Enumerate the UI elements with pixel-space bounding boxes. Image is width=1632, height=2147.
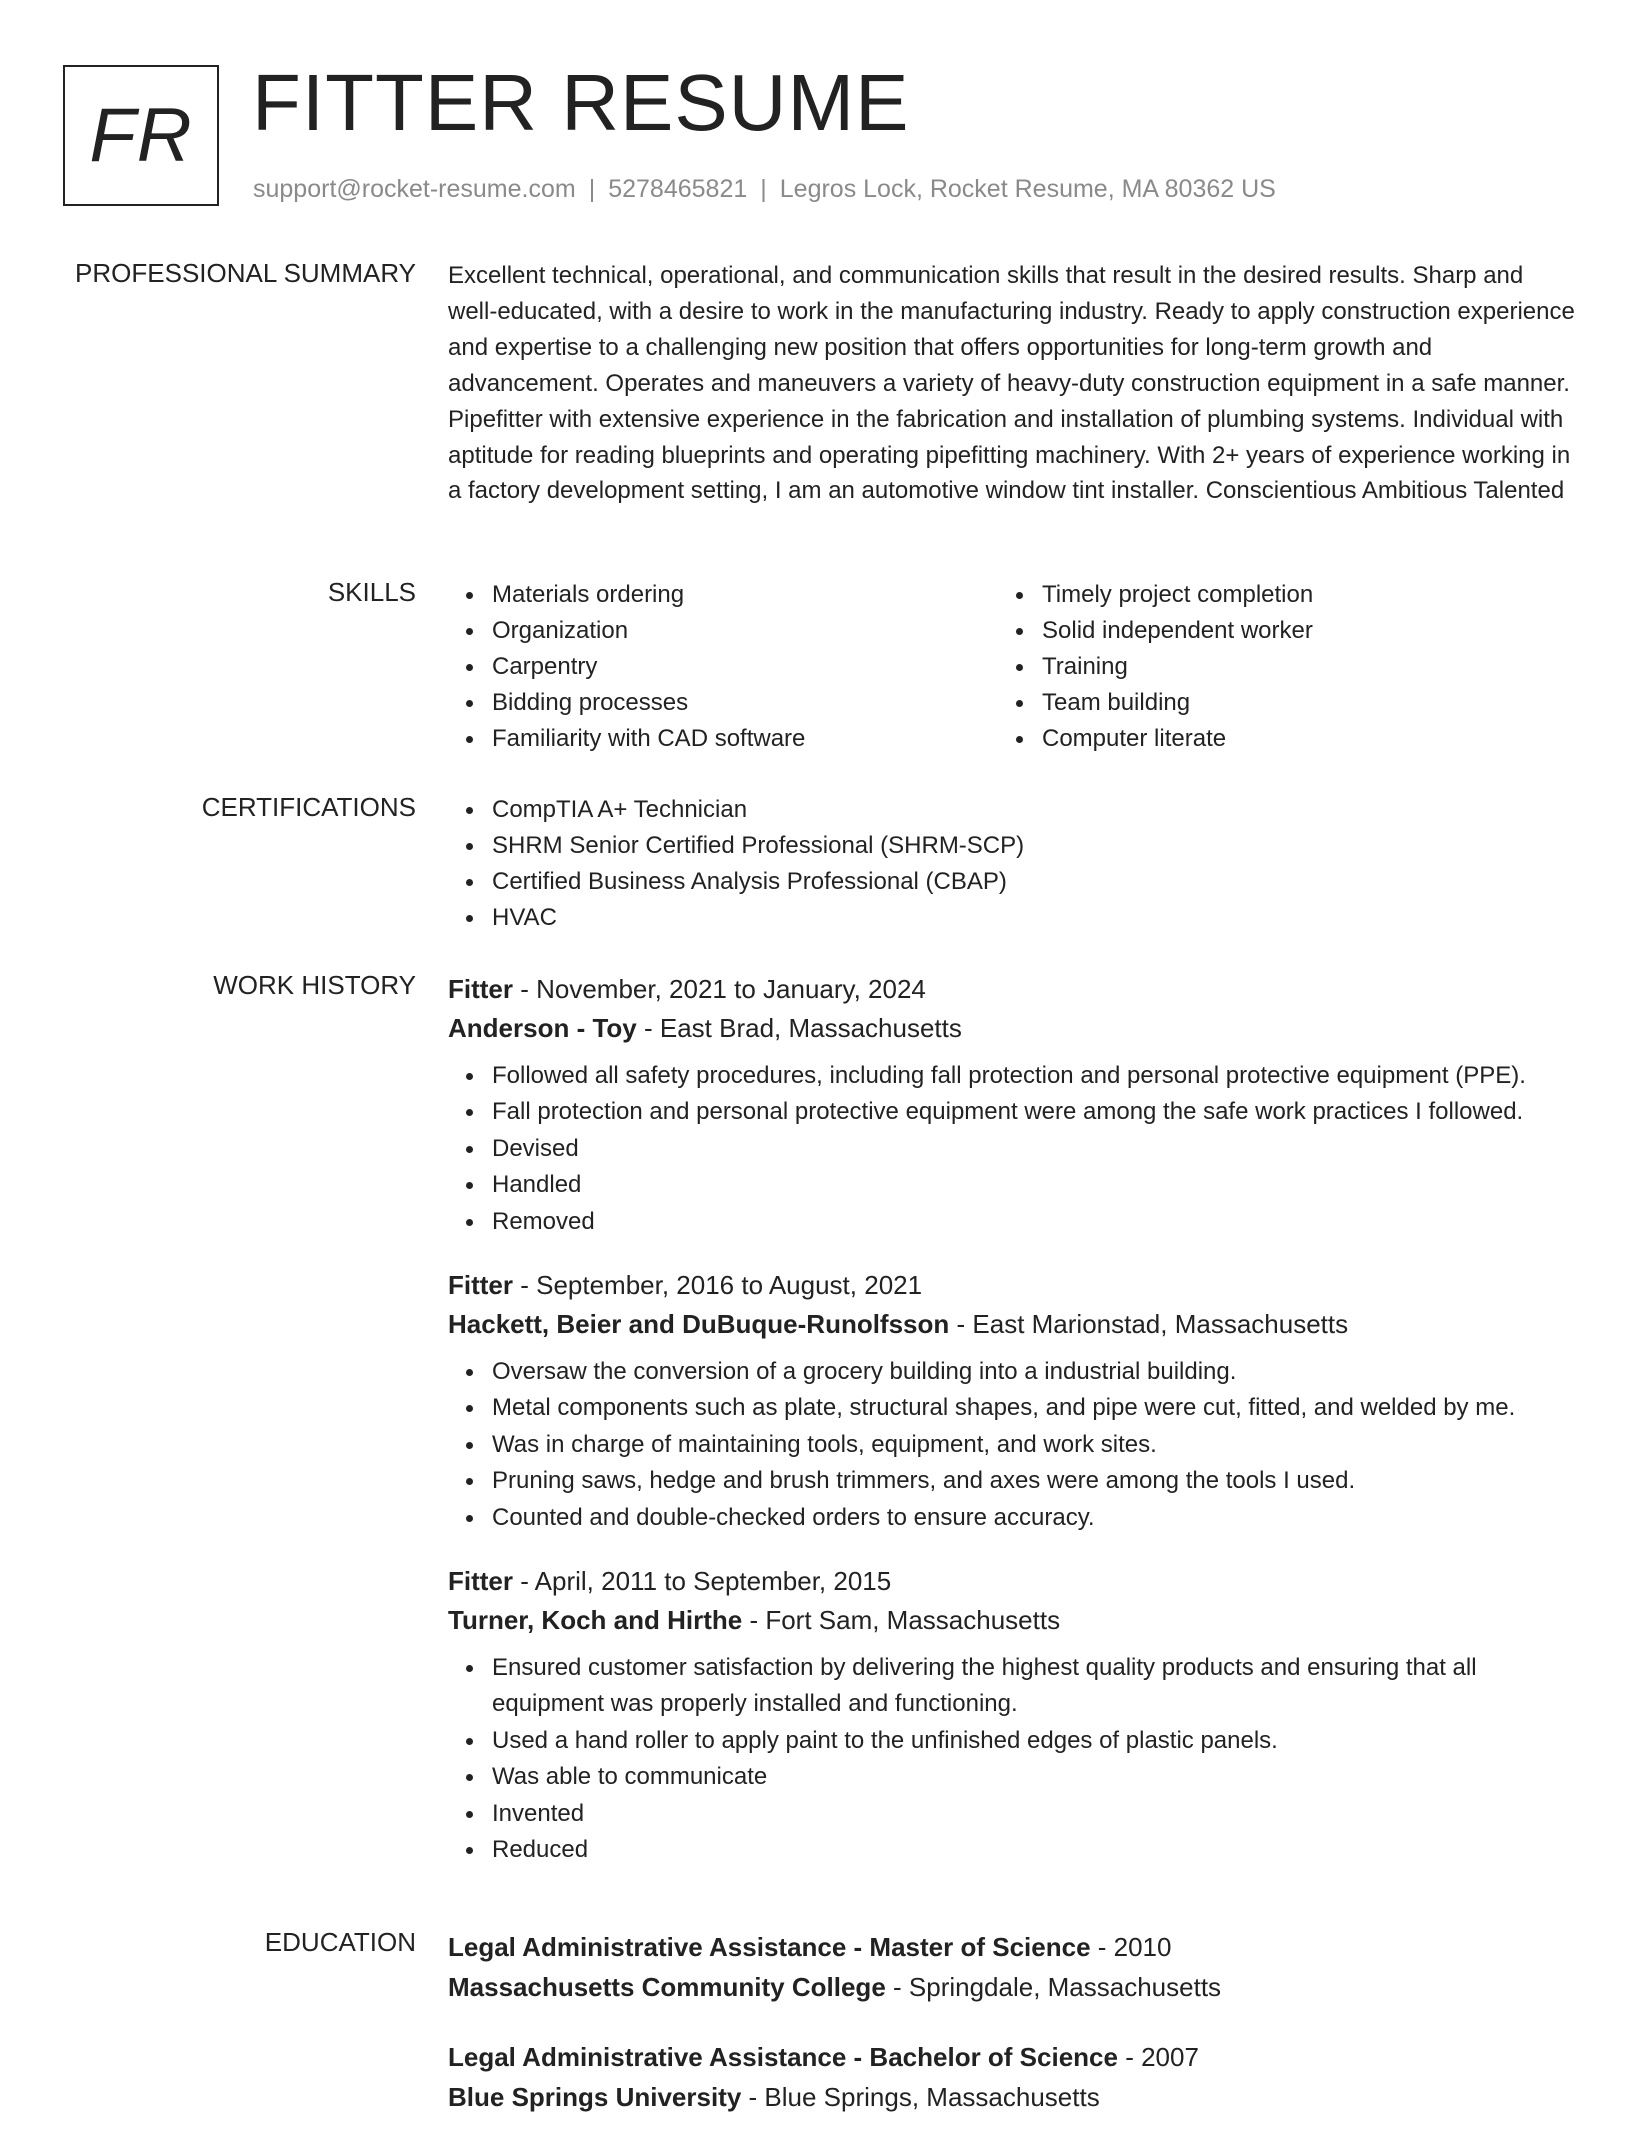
skill-item: Bidding processes bbox=[492, 685, 998, 721]
job-company-line bbox=[448, 1304, 1578, 1344]
job-duty: Invented bbox=[492, 1796, 1578, 1832]
education-degree-line bbox=[448, 1927, 1578, 1967]
contact-address: Legros Lock, Rocket Resume, MA 80362 US bbox=[779, 175, 1276, 203]
job-duty: Was in charge of maintaining tools, equipment, and work sites. bbox=[492, 1427, 1578, 1463]
skill-item: Familiarity with CAD software bbox=[492, 721, 998, 757]
job-company: Hackett, Beier and DuBuque-Runolfsson bbox=[448, 1309, 950, 1340]
skill-item: Materials ordering bbox=[492, 577, 998, 613]
job-duty: Was able to communicate bbox=[492, 1759, 1578, 1795]
contact-separator: | bbox=[588, 175, 596, 203]
certification-item: HVAC bbox=[492, 900, 1578, 936]
skill-item: Organization bbox=[492, 613, 998, 649]
summary-label: PROFESSIONAL SUMMARY bbox=[75, 258, 416, 288]
job-title-line bbox=[448, 1562, 1578, 1600]
job-duty: Counted and double-checked orders to ensure accuracy. bbox=[492, 1500, 1578, 1536]
education-label: EDUCATION bbox=[264, 1927, 416, 1957]
job-duty: Used a hand roller to apply paint to the unfinished edges of plastic panels. bbox=[492, 1723, 1578, 1759]
contact-email: support@rocket-resume.com bbox=[253, 175, 576, 203]
education-entry bbox=[448, 2037, 1578, 2117]
certifications-list bbox=[448, 792, 1578, 936]
job-duty: Pruning saws, hedge and brush trimmers, and axes were among the tools I used. bbox=[492, 1463, 1578, 1499]
education-school-line bbox=[448, 1967, 1578, 2007]
skills-list-left bbox=[448, 577, 998, 757]
education-entry bbox=[448, 1927, 1578, 2007]
job-location: - East Marionstad, Massachusetts bbox=[949, 1309, 1349, 1340]
job-company: Turner, Koch and Hirthe bbox=[448, 1605, 743, 1636]
job-company: Anderson - Toy bbox=[448, 1013, 637, 1043]
job-duties-list bbox=[448, 1058, 1578, 1240]
contact-line bbox=[253, 175, 1276, 204]
summary-text: Excellent technical, operational, and communication skills that result in the desired results. Sharp and well-educated, with a desire to work in the manufacturing industry. Ready to apply construction experience and expertise to a challenging new position that offers opportunities for long-term growth and advancement. Operates and maneuvers a variety of heavy-duty construction equipment in a safe manner. Pipefitter with extensive experience in the fabrication and installation of plumbing systems. Individual with aptitude for reading blueprints and operating pipefitting machinery. With 2+ years of experience working in a factory development setting, I am an automotive window tint installer. Conscientious Ambitious Talented bbox=[448, 262, 1575, 505]
job-location: - Fort Sam, Massachusetts bbox=[742, 1605, 1061, 1636]
job-entry bbox=[448, 1266, 1578, 1536]
job-duty: Fall protection and personal protective equipment were among the safe work practices I followed. bbox=[492, 1094, 1578, 1130]
skill-item: Training bbox=[1042, 649, 1548, 685]
job-duties-list bbox=[448, 1650, 1578, 1868]
work-history-body bbox=[448, 970, 1578, 1869]
skill-item: Timely project completion bbox=[1042, 577, 1548, 613]
resume-header bbox=[63, 58, 1563, 215]
certifications-label: CERTIFICATIONS bbox=[201, 792, 416, 822]
skills-label: SKILLS bbox=[327, 577, 416, 607]
job-duty: Ensured customer satisfaction by delivering the highest quality products and ensuring that all equipment was properly installed and functioning. bbox=[492, 1650, 1578, 1723]
education-location: - Springdale, Massachusetts bbox=[885, 1972, 1222, 2002]
summary-body bbox=[448, 258, 1578, 509]
job-duty: Removed bbox=[492, 1204, 1578, 1240]
education-degree: Legal Administrative Assistance - Master of Science bbox=[448, 1932, 1091, 1962]
job-dates: - September, 2016 to August, 2021 bbox=[513, 1270, 923, 1301]
job-dates: - April, 2011 to September, 2015 bbox=[513, 1566, 892, 1597]
skills-body bbox=[448, 577, 1578, 757]
education-year: - 2007 bbox=[1117, 2042, 1199, 2072]
job-duty: Oversaw the conversion of a grocery building into a industrial building. bbox=[492, 1354, 1578, 1390]
job-location: - East Brad, Massachusetts bbox=[636, 1013, 962, 1043]
job-entry bbox=[448, 970, 1578, 1240]
certification-item: SHRM Senior Certified Professional (SHRM-SCP) bbox=[492, 828, 1578, 864]
education-year: - 2010 bbox=[1090, 1932, 1172, 1962]
certification-item: CompTIA A+ Technician bbox=[492, 792, 1578, 828]
work-history-label: WORK HISTORY bbox=[213, 970, 416, 1000]
education-degree-line bbox=[448, 2037, 1578, 2077]
job-title-line bbox=[448, 970, 1578, 1008]
contact-phone: 5278465821 bbox=[608, 175, 748, 203]
certifications-body bbox=[448, 792, 1578, 936]
job-title: Fitter bbox=[448, 1270, 513, 1301]
skill-item: Team building bbox=[1042, 685, 1548, 721]
job-duty: Metal components such as plate, structural shapes, and pipe were cut, fitted, and welded by me. bbox=[492, 1390, 1578, 1426]
job-company-line bbox=[448, 1008, 1578, 1048]
skill-item: Solid independent worker bbox=[1042, 613, 1548, 649]
job-duty: Followed all safety procedures, including fall protection and personal protective equipment (PPE). bbox=[492, 1058, 1578, 1094]
contact-separator: | bbox=[760, 175, 767, 203]
job-entry bbox=[448, 1562, 1578, 1868]
job-title: Fitter bbox=[448, 974, 513, 1004]
job-duty: Reduced bbox=[492, 1832, 1578, 1868]
education-degree: Legal Administrative Assistance - Bachelor of Science bbox=[448, 2042, 1118, 2072]
education-school: Blue Springs University bbox=[448, 2082, 742, 2112]
job-title-line bbox=[448, 1266, 1578, 1304]
resume-title: FITTER RESUME bbox=[252, 58, 910, 147]
monogram-badge: FR bbox=[63, 65, 219, 206]
skill-item: Computer literate bbox=[1042, 721, 1548, 757]
education-school-line bbox=[448, 2077, 1578, 2117]
education-school: Massachusetts Community College bbox=[448, 1972, 886, 2002]
education-location: - Blue Springs, Massachusetts bbox=[741, 2082, 1100, 2112]
job-title: Fitter bbox=[448, 1566, 513, 1597]
job-duty: Devised bbox=[492, 1131, 1578, 1167]
job-dates: - November, 2021 to January, 2024 bbox=[513, 974, 926, 1004]
education-body bbox=[448, 1927, 1578, 2147]
job-duties-list bbox=[448, 1354, 1578, 1536]
skill-item: Carpentry bbox=[492, 649, 998, 685]
job-duty: Handled bbox=[492, 1167, 1578, 1203]
job-company-line bbox=[448, 1600, 1578, 1640]
skills-list-right bbox=[998, 577, 1548, 757]
certification-item: Certified Business Analysis Professional (CBAP) bbox=[492, 864, 1578, 900]
